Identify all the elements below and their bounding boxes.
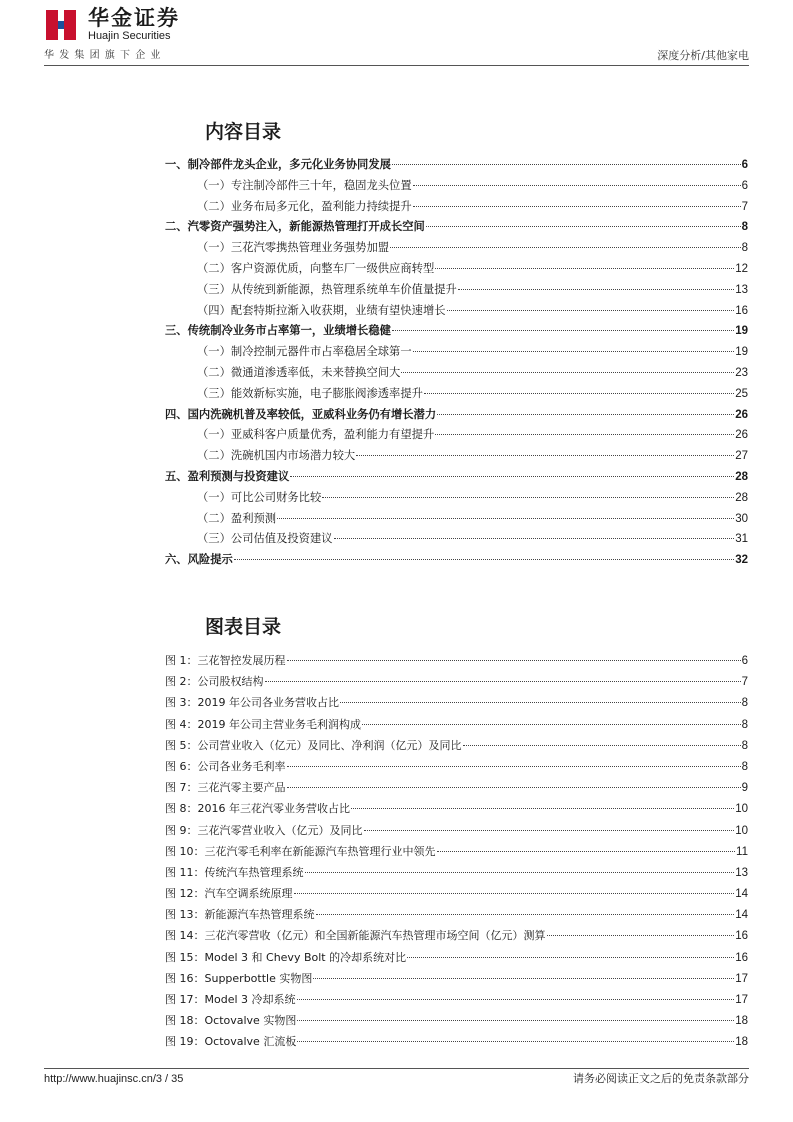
entry-page-number: 25: [735, 387, 748, 400]
entry-title: 图 19：Octovalve 汇流板: [165, 1035, 297, 1049]
entry-page-number: 16: [735, 930, 748, 943]
entry-title: 图 16：Supperbottle 实物图: [165, 971, 313, 985]
entry-title: 图 15：Model 3 和 Chevy Bolt 的冷却系统对比: [165, 950, 407, 964]
dot-leader: [424, 393, 734, 394]
dot-leader: [463, 745, 741, 746]
entry-title: 图 17：Model 3 冷却系统: [165, 993, 296, 1006]
dot-leader: [287, 660, 741, 661]
dot-leader: [287, 766, 741, 767]
figure-entry[interactable]: [165, 841, 748, 862]
figure-entry[interactable]: [165, 756, 748, 777]
dot-leader: [305, 872, 735, 873]
figure-entry[interactable]: [165, 650, 748, 671]
entry-page-number: 16: [735, 304, 748, 317]
toc-entry[interactable]: [165, 321, 748, 342]
entry-page-number: 13: [735, 283, 748, 296]
figure-entry[interactable]: [165, 947, 748, 968]
dot-leader: [340, 702, 741, 703]
entry-page-number: 6: [741, 159, 748, 171]
figure-entry[interactable]: [165, 820, 748, 841]
entry-title: （二）业务布局多元化，盈利能力持续提升: [197, 199, 412, 213]
toc-entry[interactable]: [165, 509, 748, 530]
entry-page-number: 18: [735, 1036, 748, 1049]
entry-title: （一）专注制冷部件三十年，稳固龙头位置: [197, 178, 412, 192]
dot-leader: [334, 538, 735, 539]
entry-page-number: 17: [735, 972, 748, 985]
entry-title: 图 18：Octovalve 实物图: [165, 1014, 297, 1028]
toc-entry[interactable]: [165, 488, 748, 509]
dot-leader: [316, 914, 735, 915]
entry-title: 图 8：2016 年三花汽零业务营收占比: [165, 802, 350, 816]
entry-title: （一）亚威科客户质量优秀，盈利能力有望提升: [197, 428, 435, 442]
figure-entry[interactable]: [165, 968, 748, 989]
toc-entry[interactable]: [165, 363, 748, 384]
dot-leader: [277, 518, 734, 519]
entry-title: 图 4：2019 年公司主营业务毛利润构成: [165, 717, 361, 731]
toc-entry[interactable]: [165, 529, 748, 550]
header-divider: [44, 65, 749, 66]
dot-leader: [297, 999, 735, 1000]
figure-entry[interactable]: [165, 904, 748, 925]
dot-leader: [426, 226, 741, 227]
entry-page-number: 17: [735, 994, 748, 1006]
dot-leader: [322, 497, 734, 498]
entry-page-number: 6: [741, 179, 748, 192]
entry-title: （三）能效新标实施，电子膨胀阀渗透率提升: [197, 386, 423, 400]
figure-entry[interactable]: [165, 798, 748, 819]
entry-title: （一）可比公司财务比较: [197, 490, 322, 504]
dot-leader: [413, 185, 741, 186]
entry-title: 图 1：三花智控发展历程: [165, 654, 286, 667]
report-category: 深度分析/其他家电: [657, 49, 749, 62]
entry-page-number: 10: [735, 824, 748, 837]
toc-entry[interactable]: [165, 280, 748, 301]
entry-title: 图 10：三花汽零毛利率在新能源汽车热管理行业中领先: [165, 844, 436, 858]
entry-title: 图 13：新能源汽车热管理系统: [165, 908, 315, 922]
toc-entry[interactable]: [165, 405, 748, 426]
entry-page-number: 19: [735, 346, 748, 359]
dot-leader: [392, 330, 734, 331]
toc-entry[interactable]: [165, 384, 748, 405]
dot-leader: [401, 372, 734, 373]
toc-entry[interactable]: [165, 467, 748, 488]
entry-title: 图 3：2019 年公司各业务营收占比: [165, 696, 339, 710]
dot-leader: [392, 164, 741, 165]
entry-title: （一）三花汽零携热管理业务强势加盟: [197, 241, 390, 255]
entry-title: 二、汽零资产强势注入，新能源热管理打开成长空间: [165, 220, 425, 234]
entry-page-number: 12: [735, 262, 748, 275]
toc-entry[interactable]: [165, 446, 748, 467]
brand-name-cn: 华金证券: [88, 6, 180, 30]
entry-title: 一、制冷部件龙头企业，多元化业务协同发展: [165, 158, 391, 171]
figure-entry[interactable]: [165, 777, 748, 798]
entry-title: 图 6：公司各业务毛利率: [165, 759, 286, 773]
dot-leader: [437, 851, 736, 852]
entry-title: 图 11：传统汽车热管理系统: [165, 865, 304, 879]
entry-title: 六、风险提示: [165, 553, 233, 567]
dot-leader: [297, 1041, 734, 1042]
entry-page-number: 26: [735, 429, 748, 442]
figure-entry[interactable]: [165, 925, 748, 946]
toc-list: [165, 155, 748, 571]
entry-page-number: 16: [735, 951, 748, 964]
toc-entry[interactable]: [165, 550, 748, 571]
dot-leader: [265, 681, 741, 682]
entry-title: （四）配套特斯拉渐入收获期，业绩有望快速增长: [197, 303, 446, 317]
footer-disclaimer: 请务必阅读正文之后的免责条款部分: [573, 1072, 749, 1085]
entry-title: 五、盈利预测与投资建议: [165, 469, 290, 483]
dot-leader: [458, 289, 734, 290]
entry-page-number: 26: [735, 408, 748, 421]
toc-entry[interactable]: [165, 425, 748, 446]
entry-page-number: 9: [741, 782, 748, 795]
dot-leader: [435, 268, 734, 269]
toc-entry[interactable]: [165, 342, 748, 363]
entry-page-number: 30: [735, 512, 748, 525]
figure-entry[interactable]: [165, 692, 748, 713]
toc-entry[interactable]: [165, 301, 748, 322]
figure-entry[interactable]: [165, 714, 748, 735]
entry-title: （三）从传统到新能源，热管理系统单车价值量提升: [197, 282, 457, 296]
dot-leader: [294, 893, 735, 894]
huajin-logo-icon: [44, 8, 78, 42]
figure-list: [165, 650, 748, 1053]
entry-page-number: 8: [741, 697, 748, 710]
dot-leader: [356, 455, 734, 456]
figure-entry[interactable]: [165, 883, 748, 904]
footer-url[interactable]: http://www.huajinsc.cn/3 / 35: [44, 1073, 184, 1085]
toc-entry[interactable]: [165, 197, 748, 218]
figure-entry[interactable]: [165, 989, 748, 1010]
dot-leader: [413, 206, 741, 207]
entry-page-number: 8: [741, 739, 748, 752]
entry-title: 四、国内洗碗机普及率较低，亚威科业务仍有增长潜力: [165, 407, 437, 421]
dot-leader: [390, 247, 741, 248]
dot-leader: [407, 957, 734, 958]
entry-page-number: 32: [735, 554, 748, 567]
dot-leader: [547, 935, 735, 936]
brand-slogan: 华发集团旗下企业: [44, 50, 166, 61]
toc-entry[interactable]: [165, 259, 748, 280]
figure-entry[interactable]: [165, 671, 748, 692]
entry-title: （二）客户资源优质，向整车厂一级供应商转型: [197, 261, 435, 275]
entry-title: 图 12：汽车空调系统原理: [165, 887, 293, 901]
dot-leader: [435, 434, 734, 435]
entry-title: 图 2：公司股权结构: [165, 675, 264, 689]
toc-entry[interactable]: [165, 176, 748, 197]
entry-page-number: 14: [735, 888, 748, 901]
figures-title: 图表目录: [205, 616, 282, 638]
entry-title: （三）公司估值及投资建议: [197, 532, 333, 546]
footer-divider: [44, 1068, 749, 1069]
entry-title: （二）洗碗机国内市场潜力较大: [197, 449, 356, 463]
toc-entry[interactable]: [165, 238, 748, 259]
entry-page-number: 28: [735, 470, 748, 483]
figure-entry[interactable]: [165, 862, 748, 883]
dot-leader: [362, 724, 741, 725]
entry-page-number: 8: [741, 718, 748, 731]
entry-title: （一）制冷控制元器件市占率稳居全球第一: [197, 345, 412, 359]
entry-page-number: 7: [741, 200, 748, 213]
figure-entry[interactable]: [165, 1010, 748, 1031]
entry-title: 图 9：三花汽零营业收入（亿元）及同比: [165, 823, 363, 837]
entry-page-number: 8: [741, 221, 748, 234]
dot-leader: [364, 830, 735, 831]
entry-page-number: 6: [741, 655, 748, 667]
dot-leader: [351, 808, 734, 809]
dot-leader: [447, 310, 735, 311]
dot-leader: [234, 559, 734, 560]
entry-page-number: 18: [735, 1015, 748, 1028]
toc-title: 内容目录: [205, 121, 282, 143]
entry-page-number: 31: [735, 533, 748, 546]
dot-leader: [297, 1020, 734, 1021]
entry-title: （二）微通道渗透率低，未来替换空间大: [197, 365, 401, 379]
dot-leader: [290, 476, 734, 477]
dot-leader: [287, 787, 741, 788]
brand-name-en: Huajin Securities: [88, 30, 171, 42]
dot-leader: [437, 414, 734, 415]
entry-page-number: 7: [741, 676, 748, 689]
dot-leader: [313, 978, 734, 979]
figure-entry[interactable]: [165, 735, 748, 756]
entry-title: （二）盈利预测: [197, 511, 277, 525]
entry-title: 图 14：三花汽零营收（亿元）和全国新能源汽车热管理市场空间（亿元）测算: [165, 929, 546, 943]
entry-page-number: 10: [735, 803, 748, 816]
entry-page-number: 27: [735, 450, 748, 463]
entry-page-number: 23: [735, 366, 748, 379]
entry-page-number: 14: [735, 909, 748, 922]
entry-page-number: 13: [735, 866, 748, 879]
figure-entry[interactable]: [165, 1031, 748, 1052]
toc-entry[interactable]: [165, 155, 748, 176]
entry-page-number: 8: [741, 760, 748, 773]
entry-page-number: 8: [741, 242, 748, 255]
entry-page-number: 19: [735, 325, 748, 338]
entry-page-number: 28: [735, 491, 748, 504]
entry-page-number: 11: [736, 845, 748, 858]
entry-title: 图 7：三花汽零主要产品: [165, 781, 286, 795]
entry-title: 图 5：公司营业收入（亿元）及同比、净利润（亿元）及同比: [165, 738, 462, 752]
dot-leader: [413, 351, 735, 352]
toc-entry[interactable]: [165, 217, 748, 238]
entry-title: 三、传统制冷业务市占率第一，业绩增长稳健: [165, 324, 391, 338]
